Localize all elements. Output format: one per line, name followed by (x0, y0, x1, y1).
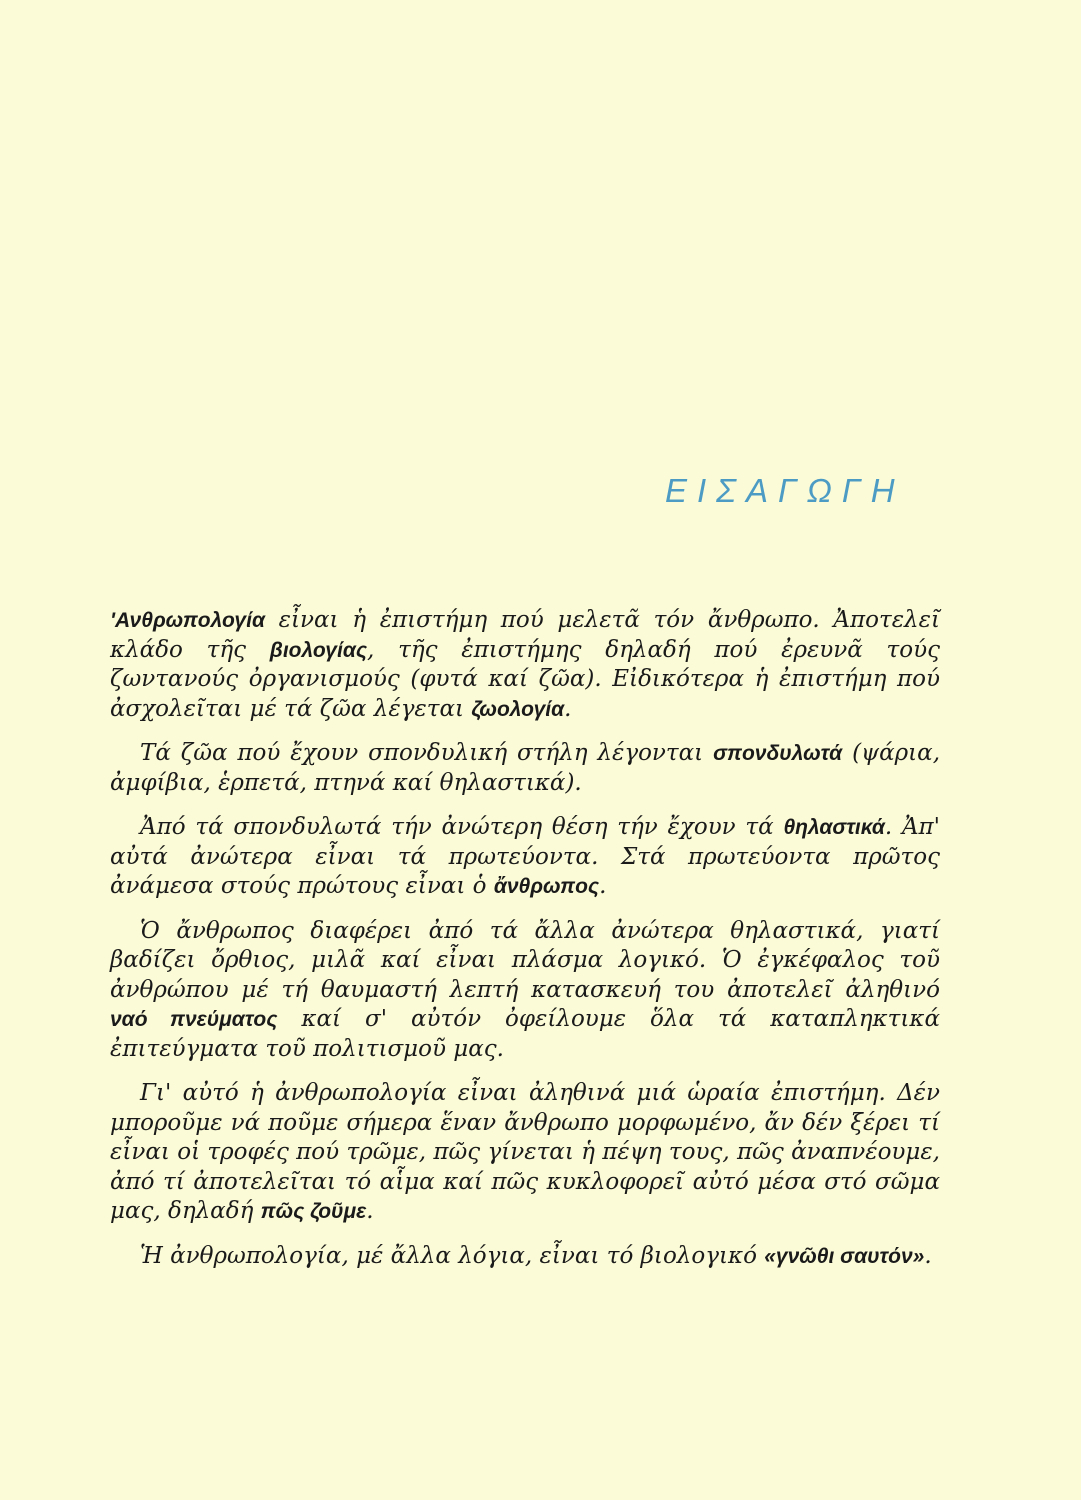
text-run: Ἀπό τά σπονδυλωτά τήν ἀνώτερη θέση τήν ἔχουν τά (140, 814, 784, 840)
text-run: . (366, 1198, 374, 1224)
term-anthropology: 'Ανθρωπολογία (110, 609, 265, 632)
text-run: (ψάρια, ἀμφίβια, ἑρπετά, πτηνά καί θηλαστικά). (110, 740, 941, 796)
text-run: Τά ζῶα πού ἔχουν σπονδυλική στήλη λέγονται (140, 740, 714, 766)
paragraph-3 (110, 813, 940, 902)
text-run: Ὁ ἄνθρωπος διαφέρει ἀπό τά ἄλλα ἀνώτερα θηλαστικά, γιατί βαδίζει ὄρθιος, μιλᾶ καί εἶναι πλάσμα λογικό. Ὁ ἐγκέφαλος τοῦ ἀνθρώπου μέ τή θαυμαστή λεπτή κατασκευή του ἀποτελεῖ ἀληθινό (110, 917, 940, 1003)
term-biology: βιολογίας (269, 638, 368, 662)
text-run: καί σ' αὐτόν ὀφείλουμε ὅλα τά καταπληκτικά ἐπιτεύγματα τοῦ πολιτισμοῦ μας. (110, 1006, 940, 1062)
term-how-we-live: πῶς ζοῦμε (260, 1200, 367, 1223)
term-vertebrates: σπονδυλωτά (713, 742, 843, 765)
paragraph-6 (110, 1242, 940, 1272)
chapter-heading: ΕΙΣΑΓΩΓΗ (665, 472, 905, 509)
term-know-thyself: «γνῶθι σαυτόν» (764, 1244, 925, 1268)
intro-text (110, 606, 940, 1286)
text-run: . (924, 1242, 932, 1269)
text-run: Γι' αὐτό ἡ ἀνθρωπολογία εἶναι ἀληθινά μιά ὡραία ἐπιστήμη. Δέν μποροῦμε νά ποῦμε σήμερα ἕναν ἄνθρωπο μορφωμένο, ἄν δέν ξέρει τί εἶναι οἱ τροφές πού τρῶμε, πῶς γίνεται ἡ πέψη τους, πῶς ἀναπνέουμε, ἀπό τί ἀποτελεῖται τό αἷμα καί πῶς κυκλοφορεῖ αὐτό μέσα στό σῶμα μας, δηλαδή (110, 1080, 940, 1224)
paragraph-5 (110, 1079, 940, 1227)
text-run: . (564, 695, 572, 722)
text-run: Ἡ ἀνθρωπολογία, μέ ἄλλα λόγια, εἶναι τό βιολογικό (140, 1242, 765, 1269)
term-zoology: ζωολογία (471, 697, 565, 721)
term-human: ἄνθρωπος (493, 875, 600, 898)
term-temple-of-spirit: ναό πνεύματος (110, 1008, 278, 1031)
paragraph-2 (110, 739, 940, 798)
paragraph-4 (110, 917, 940, 1065)
text-run: . Ἀπ' αὐτά ἀνώτερα εἶναι τά πρωτεύοντα. Στά πρωτεύοντα πρῶτος ἀνάμεσα στούς πρώτους εἶναι ὁ (110, 814, 940, 899)
term-mammals: θηλαστικά (783, 816, 885, 839)
paragraph-1 (110, 606, 940, 724)
text-run: . (599, 873, 607, 899)
text-run: εἶναι ἡ ἐπιστήμη πού μελετᾶ τόν ἄνθρωπο. Ἀποτελεῖ κλάδο τῆς (110, 607, 940, 663)
text-run: , τῆς ἐπιστήμης δηλαδή πού ἐρευνᾶ τούς ζωντανούς ὀργανισμούς (φυτά καί ζῶα). Εἰδικότερα ἡ ἐπιστήμη πού ἀσχολεῖται μέ τά ζῶα λέγεται (110, 636, 940, 722)
